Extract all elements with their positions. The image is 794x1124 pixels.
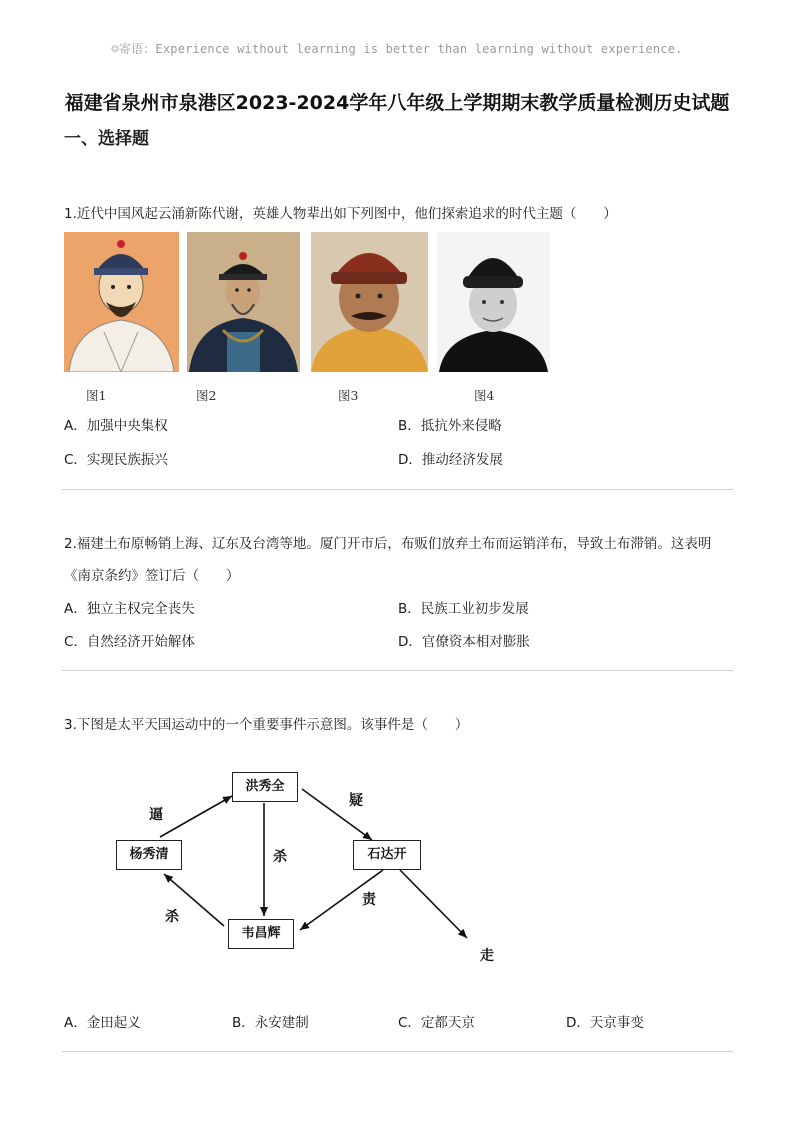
figure-caption-2: 图2 bbox=[196, 388, 217, 403]
q2-option-c[interactable]: C．自然经济开始解体 bbox=[64, 634, 195, 650]
diagram-node-hong-xiuquan: 洪秀全 bbox=[232, 772, 298, 802]
question-2-stem-line1: 2.福建土布原畅销上海、辽东及台湾等地。厦门开市后，布贩们放弃土布而运销洋布，导致土布滞销。这表明 bbox=[64, 536, 712, 552]
header-motto: ☺寄语：Experience without learning is better than learning without experience. bbox=[111, 42, 683, 56]
figure-caption-1: 图1 bbox=[86, 388, 107, 403]
edge-label-kill-2: 杀 bbox=[165, 909, 179, 925]
question-1-stem: 1.近代中国风起云涌新陈代谢，英雄人物辈出如下列图中，他们探索追求的时代主题（ ） bbox=[64, 206, 617, 222]
q1-option-d[interactable]: D．推动经济发展 bbox=[398, 452, 503, 468]
edge-label-force: 逼 bbox=[149, 807, 163, 823]
q2-option-b[interactable]: B．民族工业初步发展 bbox=[398, 601, 529, 617]
edge-label-suspect: 疑 bbox=[349, 793, 363, 809]
figure-caption-3: 图3 bbox=[338, 388, 359, 403]
diagram-node-wei-changhui: 韦昌辉 bbox=[228, 919, 294, 949]
arrow-yang-to-hong bbox=[160, 796, 232, 837]
question-3-stem: 3.下图是太平天国运动中的一个重要事件示意图。该事件是（ ） bbox=[64, 717, 469, 733]
page-title: 福建省泉州市泉港区2023-2024学年八年级上学期期末教学质量检测历史试题 bbox=[64, 92, 730, 114]
question-2-stem-line2: 《南京条约》签订后（ ） bbox=[64, 568, 240, 584]
section-heading: 一、选择题 bbox=[64, 129, 149, 149]
arrow-shi-leaves bbox=[400, 870, 467, 938]
q3-option-a[interactable]: A．金田起义 bbox=[64, 1015, 141, 1031]
question-divider bbox=[62, 1051, 733, 1052]
q1-option-c[interactable]: C．实现民族振兴 bbox=[64, 452, 168, 468]
q3-option-d[interactable]: D．天京事变 bbox=[566, 1015, 644, 1031]
q1-option-b[interactable]: B．抵抗外来侵略 bbox=[398, 418, 502, 434]
diagram-node-yang-xiuqing: 杨秀清 bbox=[116, 840, 182, 870]
edge-label-blame: 责 bbox=[362, 892, 376, 908]
diagram-node-shi-dakai: 石达开 bbox=[353, 840, 421, 870]
edge-label-leave: 走 bbox=[480, 948, 494, 964]
q2-option-a[interactable]: A．独立主权完全丧失 bbox=[64, 601, 195, 617]
figure-caption-4: 图4 bbox=[474, 388, 495, 403]
q3-option-c[interactable]: C．定都天京 bbox=[398, 1015, 475, 1031]
q1-option-a[interactable]: A．加强中央集权 bbox=[64, 418, 168, 434]
edge-label-kill-1: 杀 bbox=[273, 849, 287, 865]
q2-option-d[interactable]: D．官僚资本相对膨胀 bbox=[398, 634, 530, 650]
q3-option-b[interactable]: B．永安建制 bbox=[232, 1015, 309, 1031]
